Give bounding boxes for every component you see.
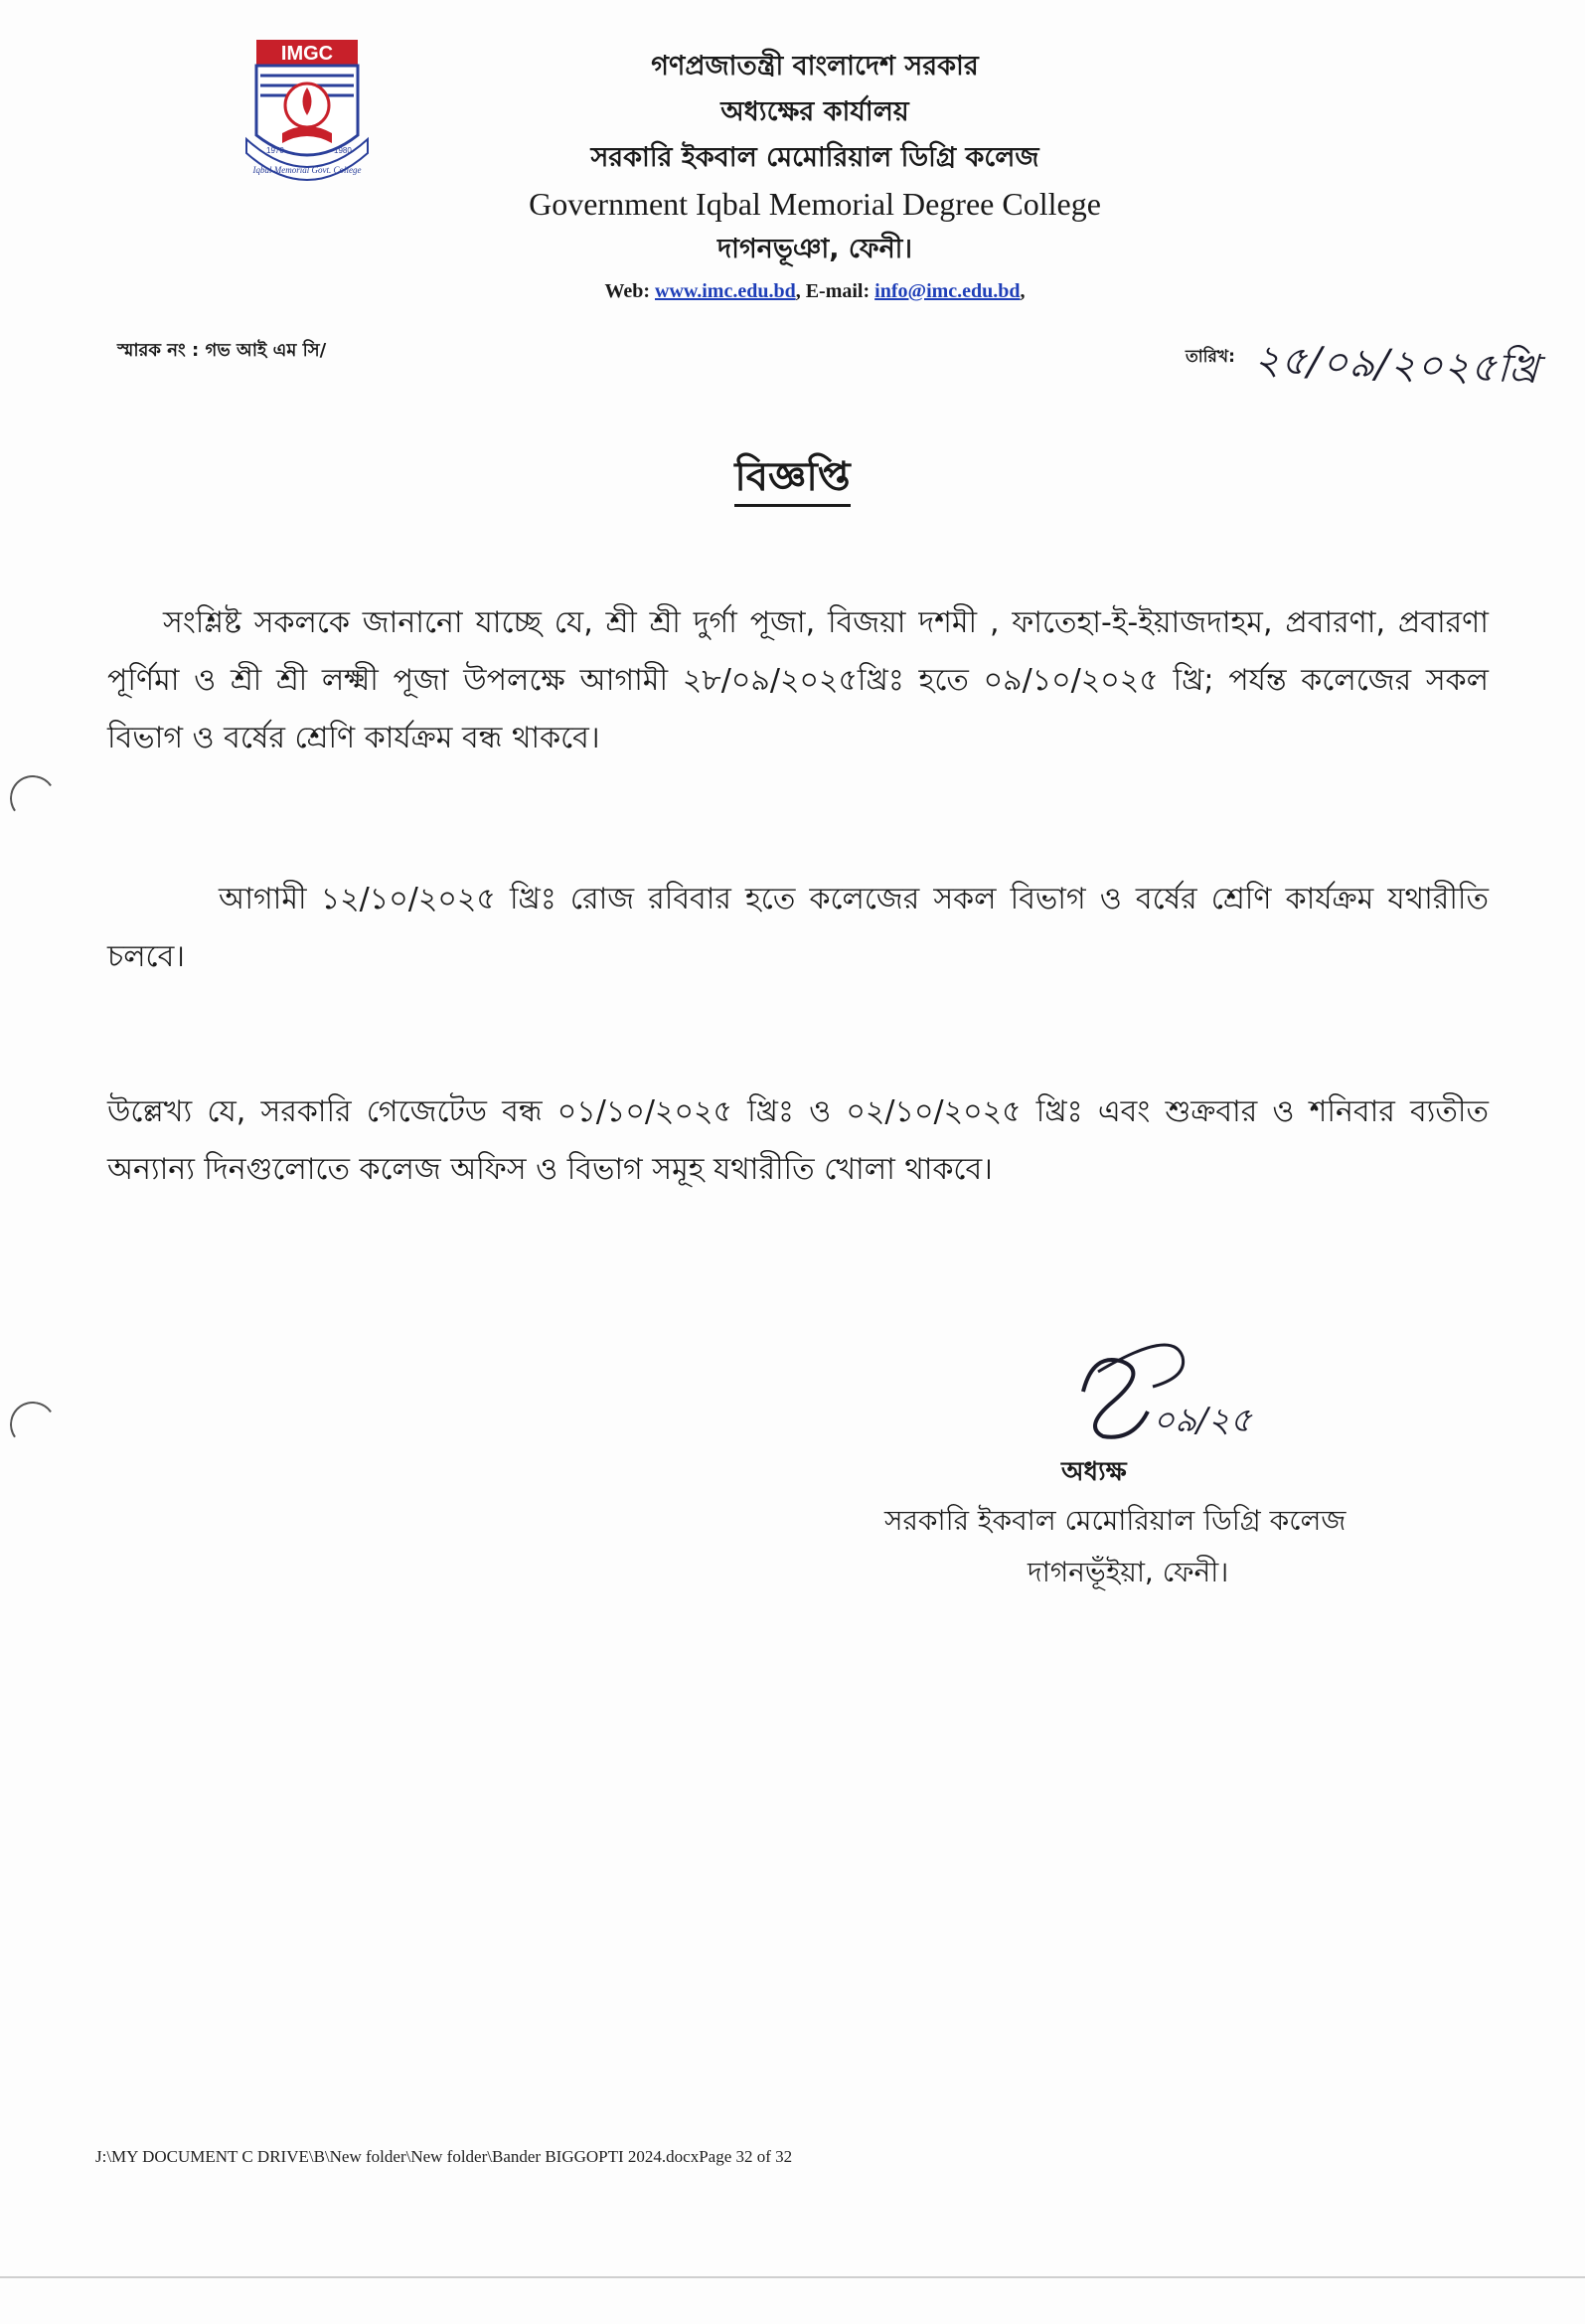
- signatory-address: দাগনভূঁইয়া, ফেনী।: [1028, 1556, 1229, 1588]
- date-value-handwritten: ২৫/০৯/২০২৫খ্রি: [1253, 337, 1540, 394]
- signature-date: ০৯/২৫: [1153, 1401, 1252, 1440]
- punch-hole-mark: [6, 1398, 59, 1450]
- logo-year-right: 1980: [334, 146, 352, 155]
- logo-caption: Iqbal Memorial Govt. College: [252, 165, 362, 175]
- letterhead: [427, 44, 1202, 272]
- signatory-college: সরকারি ইকবাল মেমোরিয়াল ডিগ্রি কলেজ: [884, 1504, 1347, 1537]
- contact-line: [427, 280, 1202, 303]
- paragraph-text: উল্লেখ্য যে, সরকারি গেজেটেড বন্ধ ০১/১০/২০২৫ খ্রিঃ ও ০২/১০/২০২৫ খ্রিঃ এবং শুক্রবার ও শনিবার ব্যতীত অন্যান্য দিনগুলোতে কলেজ অফিস ও বিভাগ সমূহ যথারীতি খোলা থাকবে।: [107, 1094, 1489, 1187]
- logo-text: IMGC: [280, 43, 334, 65]
- college-name-bn: সরকারি ইকবাল মেমোরিয়াল ডিগ্রি কলেজ: [590, 142, 1039, 173]
- paragraph-text: সংশ্লিষ্ট সকলকে জানানো যাচ্ছে যে, শ্রী শ্রী দুর্গা পূজা, বিজয়া দশমী , ফাতেহা-ই-ইয়াজদাহম, প্রবারণা, প্রবারণা পূর্ণিমা ও শ্রী শ্রী লক্ষ্মী পূজা উপলক্ষে আগামী ২৮/০৯/২০২৫খ্রিঃ হতে ০৯/১০/২০২৫ খ্রি; পর্যন্ত কলেজের সকল বিভাগ ও বর্ষের শ্রেণি কার্যক্রম বন্ধ থাকবে।: [107, 605, 1489, 755]
- paragraph-holiday-notice: [107, 594, 1489, 767]
- college-name-en: Government Iqbal Memorial Degree College: [529, 186, 1101, 222]
- signatory-title: অধ্যক্ষ: [1061, 1457, 1127, 1487]
- logo-year-left: 1970: [266, 146, 284, 155]
- email-label: , E-mail:: [795, 280, 871, 302]
- file-path-footer: J:\MY DOCUMENT C DRIVE\B\New folder\New folder\Bander BIGGOPTI 2024.docxPage 32 of 32: [95, 2147, 793, 2166]
- punch-hole-mark: [6, 771, 59, 824]
- principal-signature-icon: [1053, 1332, 1282, 1461]
- paragraph-text: আগামী ১২/১০/২০২৫ খ্রিঃ রোজ রবিবার হতে কলেজের সকল বিভাগ ও বর্ষের শ্রেণি কার্যক্রম যথারীতি চলবে।: [107, 882, 1489, 974]
- government-title: গণপ্রজাতন্ত্রী বাংলাদেশ সরকার: [651, 51, 979, 82]
- office-title: অধ্যক্ষের কার্যালয়: [720, 96, 909, 127]
- paragraph-office-notice: [107, 1083, 1489, 1199]
- college-logo-icon: [242, 36, 372, 185]
- email-link[interactable]: info@imc.edu.bd: [874, 280, 1021, 302]
- website-link[interactable]: www.imc.edu.bd: [655, 280, 796, 302]
- paragraph-resume-notice: [107, 871, 1489, 986]
- college-location: দাগনভূঞা, ফেনী।: [716, 234, 913, 264]
- web-label: Web:: [604, 280, 650, 302]
- date-label: তারিখ:: [1186, 347, 1235, 367]
- page-edge-divider: [0, 2276, 1585, 2278]
- notice-title-text: বিজ্ঞপ্তি: [734, 454, 850, 507]
- contact-trailing: ,: [1020, 280, 1026, 302]
- memo-number: স্মারক নং : গভ আই এম সি/: [117, 340, 327, 361]
- notice-title: [0, 445, 1585, 512]
